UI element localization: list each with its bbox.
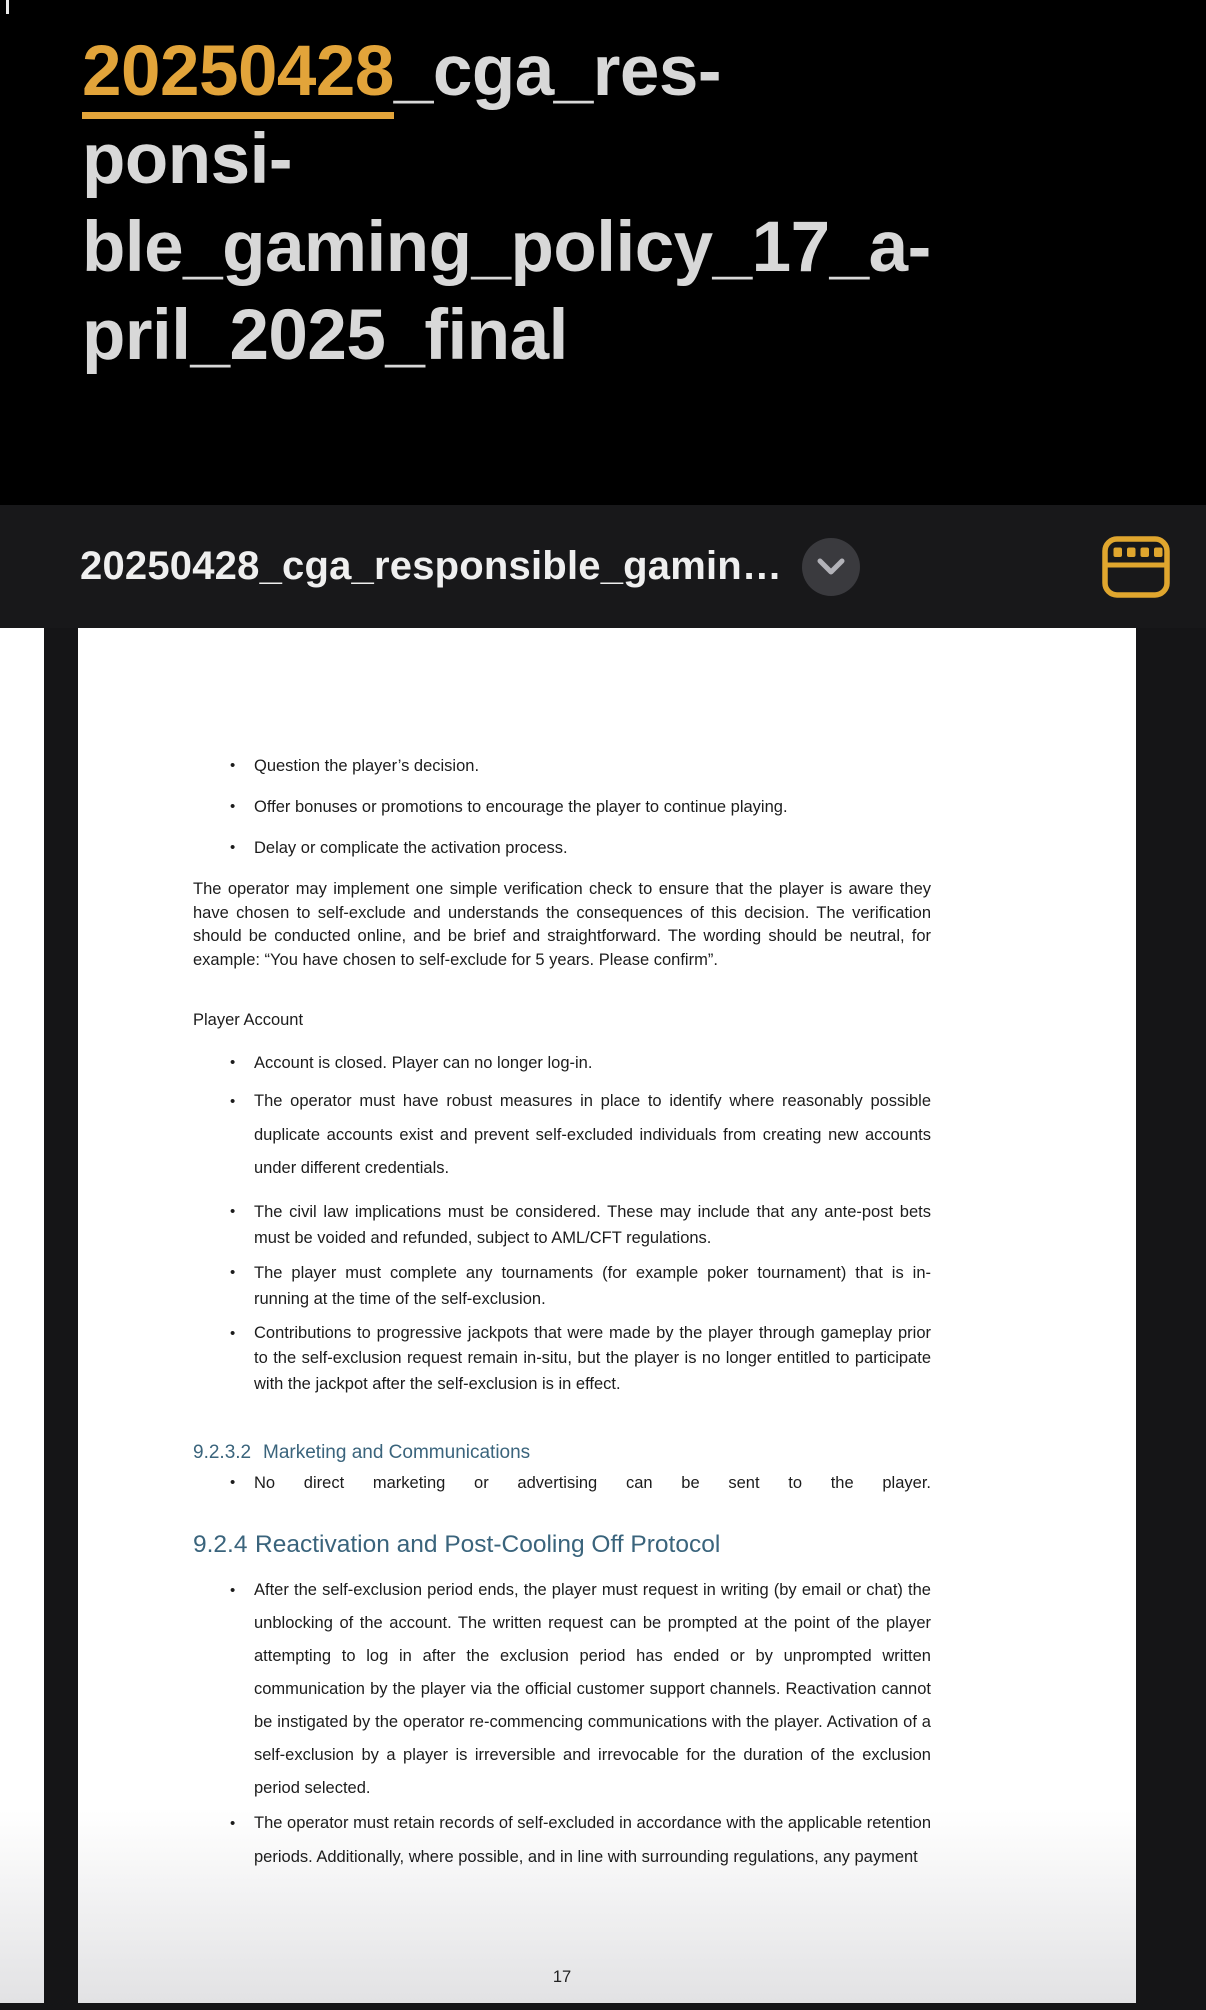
section-number: 9.2.3.2 xyxy=(193,1442,252,1463)
bullet-item: • The player must complete any tournaments (for example poker tournament) that is in-running at the time of the self-exclusion. xyxy=(228,1260,931,1312)
screen-edge-sliver xyxy=(6,0,9,14)
chevron-down-icon xyxy=(817,558,845,576)
title-date-link[interactable]: 20250428 xyxy=(82,32,394,119)
title-line-2: ponsi- xyxy=(82,120,292,199)
pdf-toolbar xyxy=(0,505,1206,628)
document-title-banner xyxy=(0,0,1206,505)
section-number: 9.2.4 xyxy=(193,1531,248,1558)
player-account-heading: Player Account xyxy=(193,1011,304,1029)
section-title: Marketing and Communications xyxy=(263,1442,531,1463)
title-line-1 xyxy=(82,28,1166,116)
bullet-item: • After the self-exclusion period ends, the player must request in writing (by email or chat) the unblocking of the account. The written request can be prompted at the point of the player attempting to log in after the exclusion period has ended or by unprompted written communication by the player via the official customer support channels. Reactivation cannot be instigated by the operator re-commencing communications with the player. Activation of a self-exclusion by a player is irreversible and irrevocable for the duration of the exclusion period selected. xyxy=(228,1574,931,1805)
section-heading-marketing xyxy=(193,1441,931,1465)
bullet-item: • Offer bonuses or promotions to encourage the player to continue playing. xyxy=(228,796,931,818)
bullet-item: • Contributions to progressive jackpots that were made by the player through gameplay prior to the self-exclusion request remain in-situ, but the player is no longer entitled to participate with the jackpot after the self-exclusion is in effect. xyxy=(228,1321,931,1398)
bullet-item: • Account is closed. Player can no longer log-in. xyxy=(228,1052,931,1074)
pdf-page[interactable] xyxy=(78,628,1136,2003)
bullet-item: • The operator must retain records of self-excluded in accordance with the applicable retention periods. Additionally, where possible, and in line with surrounding regulations, any payment xyxy=(228,1807,931,1874)
previous-page-edge xyxy=(0,628,44,2003)
page-thumbnails-button[interactable] xyxy=(1102,536,1170,598)
bullet-item: • The operator must have robust measures in place to identify where reasonably possible duplicate accounts exist and prevent self-excluded individuals from creating new accounts under different credentials. xyxy=(228,1085,931,1186)
verification-paragraph: The operator may implement one simple verification check to ensure that the player is aware they have chosen to self-exclude and understands the consequences of this decision. The verification should be conducted online, and be brief and straightforward. The wording should be neutral, for example: “You have chosen to self-exclude for 5 years. Please confirm”. xyxy=(193,880,931,969)
title-menu-button[interactable] xyxy=(802,538,860,596)
bullet-item: • Question the player’s decision. xyxy=(228,755,931,777)
pdf-viewer-area[interactable] xyxy=(0,628,1206,2010)
title-line-1-rest: _cga_res- xyxy=(393,32,721,111)
section-title: Reactivation and Post-Cooling Off Protocol xyxy=(255,1531,721,1558)
title-line-4: pril_2025_final xyxy=(82,296,568,375)
section-heading-reactivation xyxy=(193,1530,931,1560)
player-account-bullet-list xyxy=(193,1052,931,1397)
title-line-3: ble_gaming_policy_17_a- xyxy=(82,208,931,287)
page-number: 17 xyxy=(552,1968,572,1986)
document-title xyxy=(82,28,1166,380)
thumbnails-grid-icon xyxy=(1102,536,1170,598)
intro-bullet-list xyxy=(193,755,931,859)
bullet-item: • No direct marketing or advertising can be sent to the player. xyxy=(228,1472,931,1494)
bullet-item: • The civil law implications must be considered. These may include that any ante-post bets must be voided and refunded, subject to AML/CFT regulations. xyxy=(228,1199,931,1251)
marketing-bullet-list xyxy=(193,1472,931,1494)
reactivation-bullet-list xyxy=(193,1574,931,1874)
toolbar-filename: 20250428_cga_responsible_gamin… xyxy=(80,544,783,588)
bullet-item: • Delay or complicate the activation process. xyxy=(228,837,931,859)
